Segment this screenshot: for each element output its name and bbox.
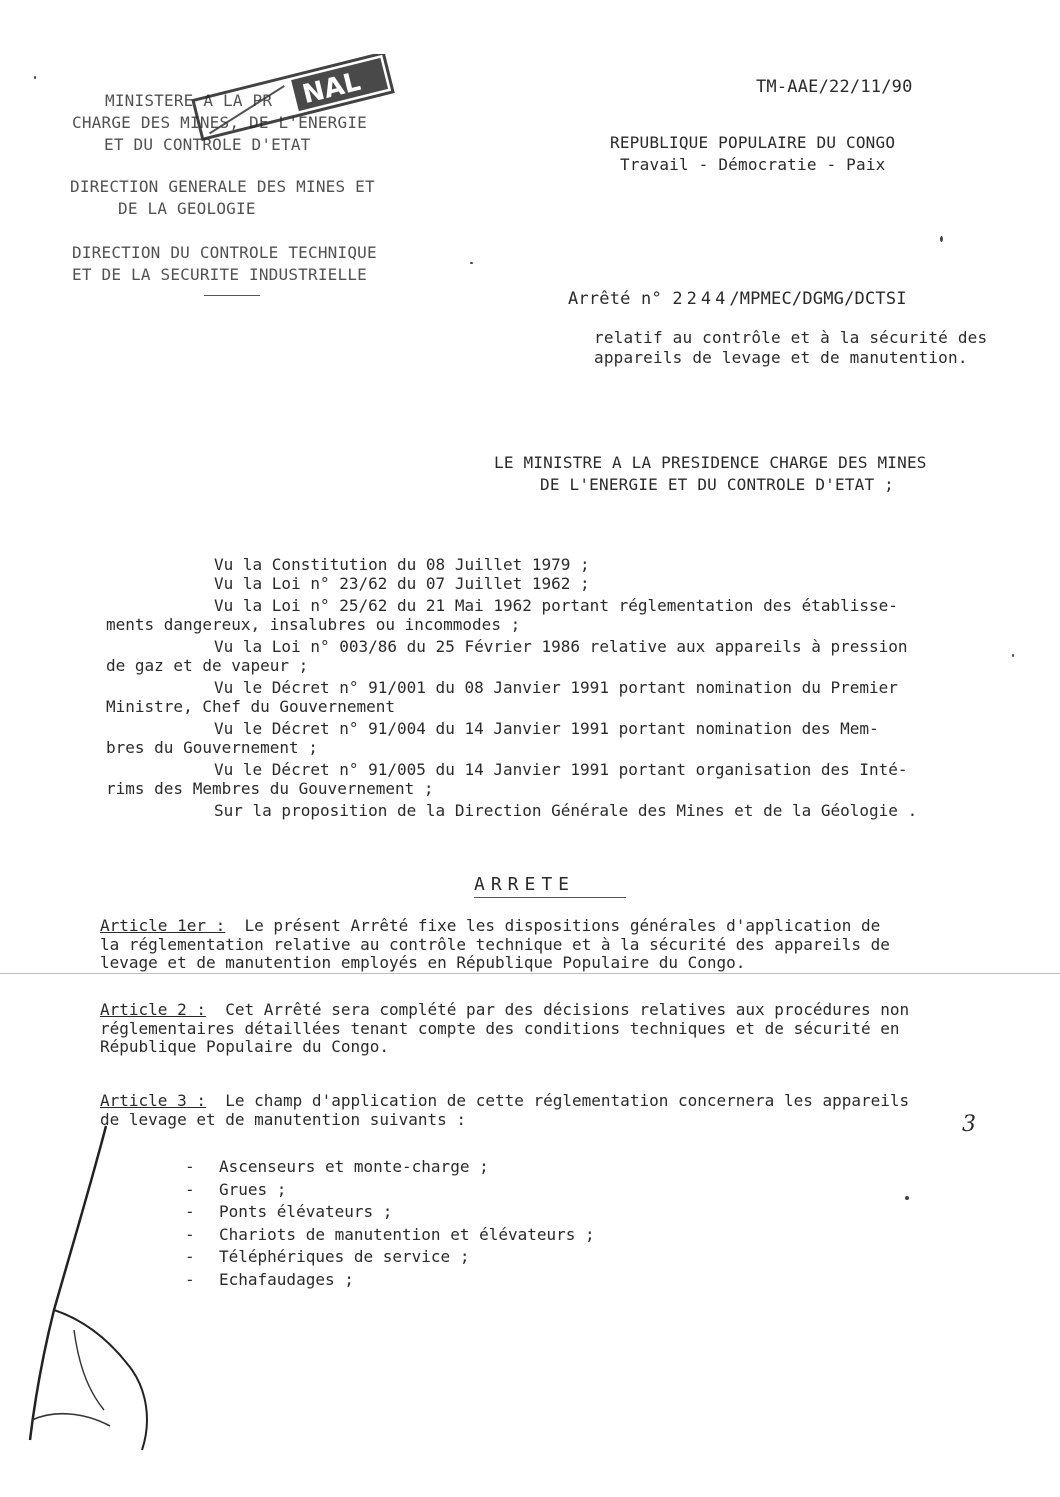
article-text: de levage et de manutention suivants : xyxy=(100,1109,467,1129)
arrete-title-prefix: Arrêté n° xyxy=(568,289,662,309)
handwritten-page-mark: 3 xyxy=(962,1112,977,1137)
consideration-line: rims des Membres du Gouvernement ; xyxy=(106,778,434,798)
article-label: Article 3 : xyxy=(100,1091,206,1110)
list-item: - Grues ; xyxy=(185,1179,287,1199)
consideration-line: de gaz et de vapeur ; xyxy=(106,655,309,675)
article-text: levage et de manutention employés en République Populaire du Congo. xyxy=(100,953,746,972)
scan-speck xyxy=(470,262,473,264)
arrete-subject: relatif au contrôle et à la sécurité des appareils de levage et de manutention. xyxy=(594,328,988,367)
consideration-line: Sur la proposition de la Direction Générale des Mines et de la Géologie . xyxy=(214,801,918,820)
list-item: - Echafaudages ; xyxy=(185,1269,354,1289)
signature-icon xyxy=(14,1120,164,1480)
consideration-line: Vu la Loi n° 23/62 du 07 Juillet 1962 ; xyxy=(214,573,590,593)
consideration-line: Vu le Décret n° 91/005 du 14 Janvier 1991 portant organisation des Inté- xyxy=(214,760,908,779)
consideration-line: ments dangereux, insalubres ou incommodes ; xyxy=(106,614,521,634)
reference-code: TM-AAE/22/11/90 xyxy=(756,77,913,97)
equipment-list xyxy=(185,1156,595,1291)
article-1 xyxy=(100,917,1000,973)
letterhead-divider xyxy=(204,295,260,296)
consideration-line: Ministre, Chef du Gouvernement xyxy=(106,696,395,716)
list-item: - Ponts élévateurs ; xyxy=(185,1202,393,1221)
article-text: République Populaire du Congo. xyxy=(100,1037,389,1056)
list-item: - Téléphériques de service ; xyxy=(185,1247,470,1266)
article-label: Article 2 : xyxy=(100,1000,206,1019)
article-text: la réglementation relative au contrôle technique et à la sécurité des appareils de xyxy=(100,934,890,954)
arrete-heading: ARRETE xyxy=(474,874,576,895)
letterhead-ministry-line: MINISTERE A LA PR xyxy=(105,91,273,110)
article-text: Le champ d'application de cette réglementation concernera les appareils xyxy=(225,1091,910,1110)
consideration-line: Vu la Loi n° 25/62 du 21 Mai 1962 portant réglementation des établisse- xyxy=(214,596,898,615)
consideration-line: Vu le Décret n° 91/004 du 14 Janvier 1991 portant nomination des Mem- xyxy=(214,719,879,738)
scan-speck xyxy=(940,236,943,242)
letterhead-department-line: ET DE LA SECURITE INDUSTRIELLE xyxy=(72,265,367,284)
consideration-line: Vu le Décret n° 91/001 du 08 Janvier 1991 portant nomination du Premier xyxy=(214,678,898,697)
article-text: Cet Arrêté sera complété par des décisions relatives aux procédures non xyxy=(225,1000,910,1019)
letterhead-department-line: DIRECTION DU CONTROLE TECHNIQUE xyxy=(72,243,377,262)
consideration-line: Vu la Loi n° 003/86 du 25 Février 1986 relative aux appareils à pression xyxy=(214,637,908,656)
list-item: - Ascenseurs et monte-charge ; xyxy=(185,1157,489,1176)
svg-text:NAL: NAL xyxy=(299,66,364,111)
letterhead-direction-line: DE LA GEOLOGIE xyxy=(118,199,256,218)
minister-line: DE L'ENERGIE ET DU CONTROLE D'ETAT ; xyxy=(540,475,894,494)
scan-speck xyxy=(34,76,36,79)
letterhead-ministry-line: CHARGE DES MINES, DE L'ENERGIE xyxy=(72,113,367,132)
arrete-heading-underline xyxy=(474,897,626,898)
article-text: Le présent Arrêté fixe les dispositions générales d'application de xyxy=(244,916,881,935)
republic-name: REPUBLIQUE POPULAIRE DU CONGO xyxy=(610,133,896,152)
arrete-title-suffix: /MPMEC/DGMG/DCTSI xyxy=(729,289,907,309)
article-label: Article 1er : xyxy=(100,916,226,935)
arrete-number: 2244 xyxy=(672,289,730,309)
letterhead-direction-line: DIRECTION GENERALE DES MINES ET xyxy=(70,177,375,196)
official-stamp-icon xyxy=(176,54,412,146)
list-item: - Chariots de manutention et élévateurs ; xyxy=(185,1224,595,1244)
scan-speck xyxy=(1012,654,1014,657)
article-2 xyxy=(100,1001,1000,1057)
republic-motto: Travail - Démocratie - Paix xyxy=(620,155,886,174)
scan-fold-line xyxy=(0,973,1060,974)
article-text: réglementaires détaillées tenant compte des conditions techniques et de sécurité en xyxy=(100,1018,900,1038)
minister-line: LE MINISTRE A LA PRESIDENCE CHARGE DES MINES xyxy=(494,453,927,472)
letterhead-ministry-line: ET DU CONTROLE D'ETAT xyxy=(104,135,311,154)
scan-speck xyxy=(905,1196,909,1200)
consideration-line: Vu la Constitution du 08 Juillet 1979 ; xyxy=(214,555,590,574)
consideration-line: bres du Gouvernement ; xyxy=(106,737,318,757)
article-3 xyxy=(100,1092,1000,1129)
considerations-block xyxy=(106,556,1006,821)
arrete-title xyxy=(568,290,907,308)
